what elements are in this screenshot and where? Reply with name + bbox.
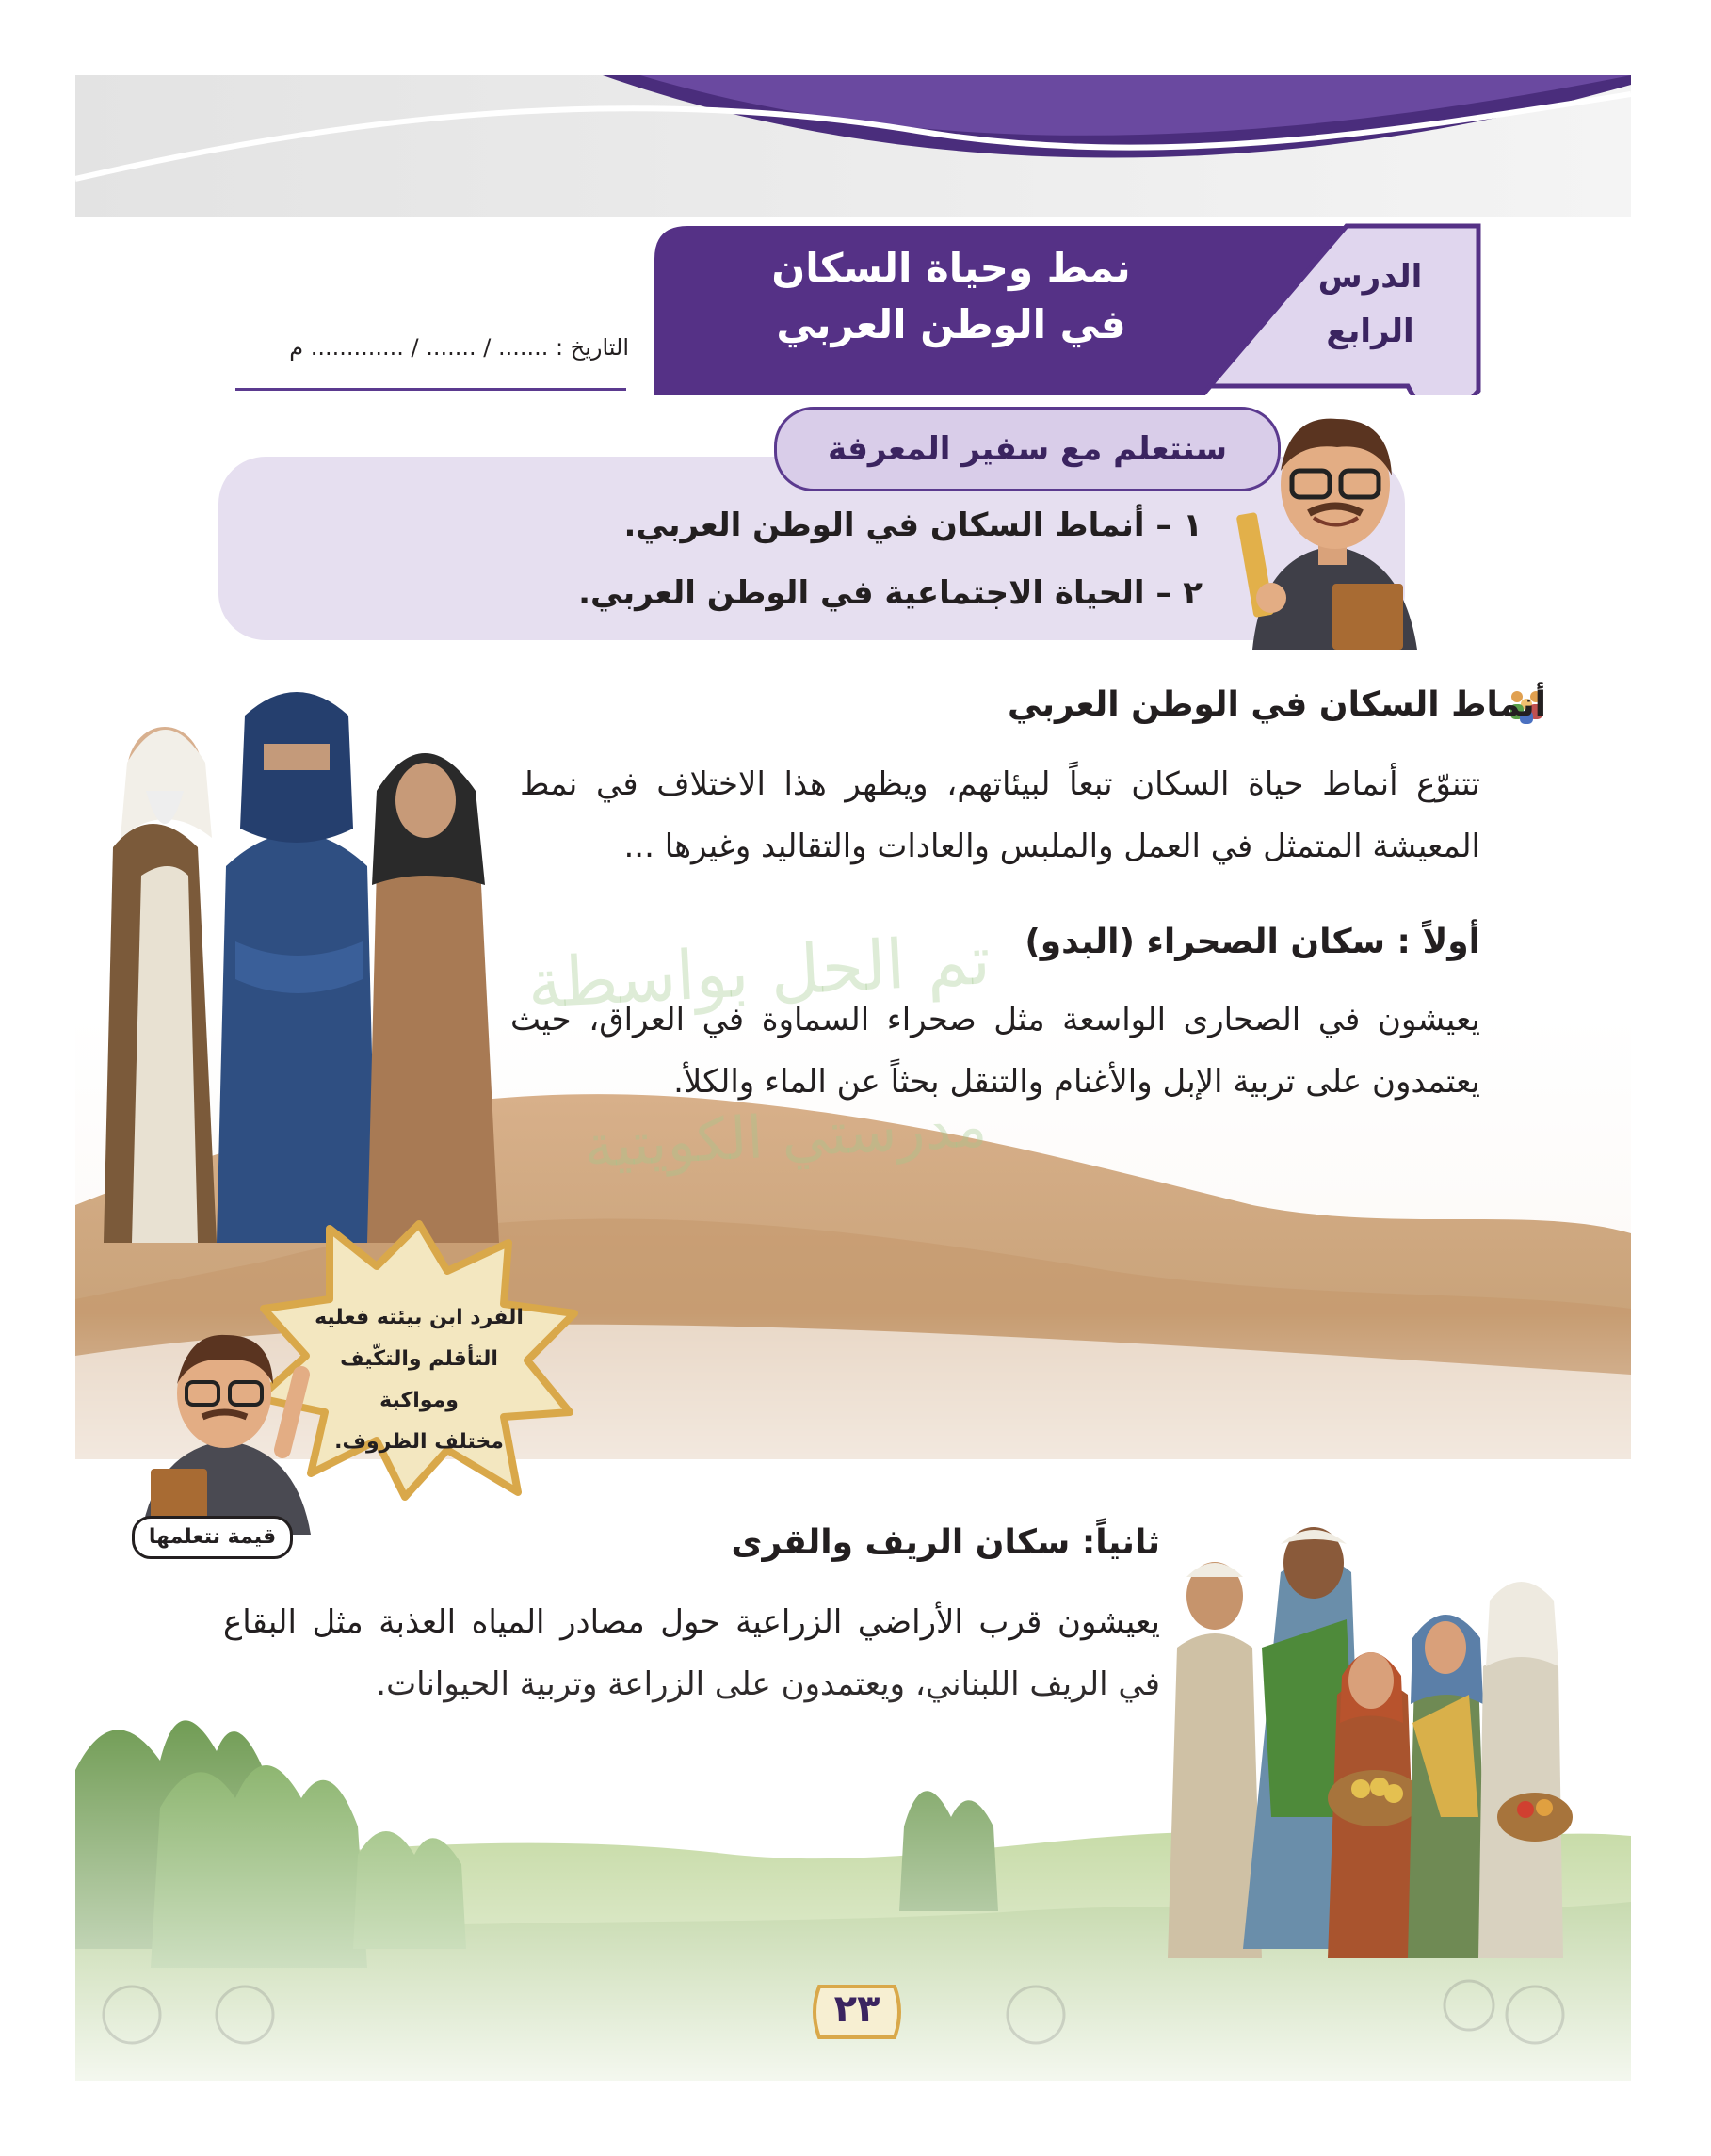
date-field[interactable]: التاريخ : ....... / ....... / ............. م [289,334,629,361]
rural-farmers-image [1158,1506,1573,1977]
objectives-heading: سنتعلم مع سفير المعرفة [774,407,1281,491]
bedouin-people-image [94,659,518,1243]
date-underline [235,388,626,391]
rural-paragraph: يعيشون قرب الأراضي الزراعية حول مصادر المياه العذبة مثل البقاع [223,1603,1160,1641]
value-badge: قيمة نتعلمها [132,1516,293,1559]
section-heading: أنماط السكان في الوطن العربي [1008,685,1546,724]
teacher-avatar-icon [132,1318,320,1535]
header-wave-decoration [75,75,1631,217]
watermark-line2: مدرستي الكويتية [582,1090,989,1182]
value-message: الفرد ابن بيئته فعليه التأقلم والتكّيف ومواكبة مختلف الظروف. [315,1306,524,1454]
bedouin-heading: أولاً : سكان الصحراء (البدو) [1025,923,1480,961]
lesson-number-label: الدرس الرابع [1317,258,1423,350]
rural-heading: ثانياً: سكان الريف والقرى [731,1523,1160,1562]
objective-item: ١ – أنماط السكان في الوطن العربي. [623,507,1203,544]
watermark-line1: تم الحل بواسطة [525,920,993,1023]
lesson-title: نمط وحياة السكان في الوطن العربي [771,245,1131,347]
intro-paragraph: تتنوّع أنماط حياة السكان تبعاً لبيئاتهم، ويظهر هذا الاختلاف في نمط المعيشة المتمثل في العمل والملبس والعادات والتقاليد وغيرها ... [520,765,1480,865]
page-number: ٢٣ [833,1987,880,2031]
objective-item: ٢ – الحياة الاجتماعية في الوطن العربي. [578,574,1203,612]
teacher-avatar-icon [1224,395,1441,650]
bedouin-paragraph: يعيشون في الصحارى الواسعة مثل صحراء السماوة في العراق، حيث يعتمدون على تربية الإبل والأغنام والتنقل بحثاً عن الماء والكلأ. [510,1001,1480,1101]
